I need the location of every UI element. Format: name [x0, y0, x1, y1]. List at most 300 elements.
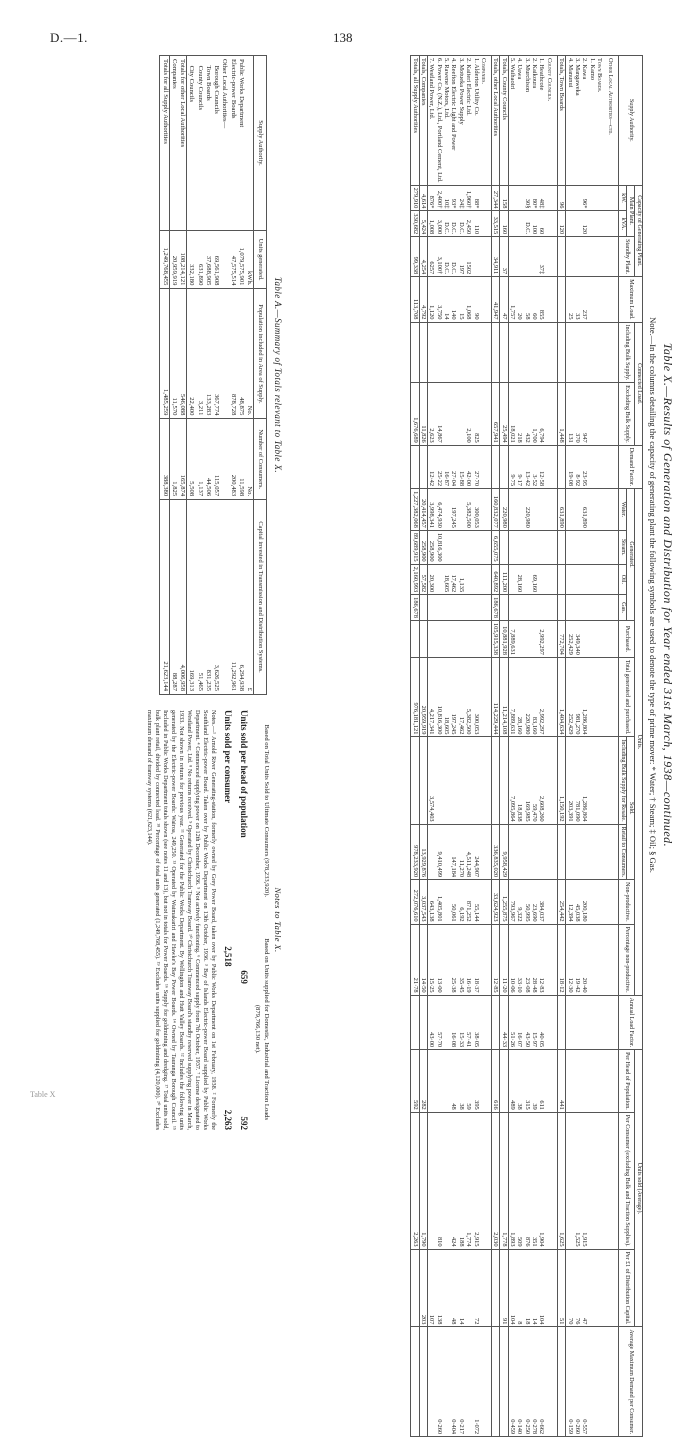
cell-retail	[581, 824, 588, 880]
cell-gas: 186,678	[411, 595, 419, 621]
cell-steam: 89,689,915	[411, 530, 419, 564]
cell-demand: 19·08	[566, 445, 574, 488]
cell-retail: 9,410,499	[435, 824, 442, 880]
cell-perpound: 76	[574, 1249, 581, 1327]
empty-cell	[480, 445, 492, 488]
col-loadfactor: Annual Load Factor.	[619, 995, 643, 1050]
cell-purchased	[588, 620, 595, 657]
cell-steam	[523, 530, 530, 564]
table-note: Note.—In the columns detailing the capacity of generating plant the following symbols are used to denote the type of prime mover: * Water; † Steam; ‡ Oil; § Gas.	[648, 317, 658, 873]
cell-steam	[508, 530, 516, 564]
cell-demand: 42·00	[465, 445, 472, 488]
empty-cell	[607, 595, 619, 621]
cell-gas: 186,678	[491, 595, 499, 621]
row-authority-name: 4. Reefton Electric Light and Power	[450, 56, 457, 186]
cell-incl	[538, 322, 545, 383]
empty-cell	[480, 1112, 492, 1249]
notes-text: Notes.—¹ Arnold River Generating-station, formerly owned by Grey Power Board, taken over by Public Works Department on 1st February, 1938. ² Formerly the Southland Electric-power Board. Taken over by Public Works Department on 13th October, 1936. ³ Bay of Islands Electric-power Board supplied by Public Works Department. ⁴ Commenced supplying power on 12th December, 1936. ⁵ Not actively functioning. ⁶ Commenced supply from 7th October, 1937. ⁷ License designated to Westland Power, Ltd. ⁸ No returns received. ⁹ Operated by Christchurch Tramway Board. ¹⁰ Christchurch Tramway Board's standby reserved supplying power in March, 1933. Not shown in returns for previous year. ¹¹ Generated for the Public Works Department. By Wellington and Hutt Valley Boards. ¹² Includes the following units generated by the Electric-power Boards: Wairoa, 249,250. ¹³ Operated by Waimakariri and Hawke's Bay Power Boards. ¹⁴ Owned by Tauranga Borough Council. ¹⁵ Included in Public Works Department totals shown (see notes 11 and 13), but not in totals for Power Boards. ¹⁶ Supply for goldmining and dredging. ¹⁷ Total units sold, bulk plant retail, divided by connected load. ¹⁸ Percentage of total units generated (1,249,768,455). ¹⁹ Excludes units supplied for goldmining (4,120,000). ²⁰ Excludes maximum demand of tramway systems (621,623,144).	[145, 710, 218, 1130]
cell-excl: 1,448	[557, 383, 565, 445]
row-authority-name: 4. Uawa	[516, 56, 523, 186]
cell-pct: 14·50	[419, 924, 427, 995]
summary-row	[204, 56, 212, 695]
summary-cell: 169,313	[187, 500, 196, 695]
row-authority-name: 2. Kawa	[581, 56, 588, 186]
empty-cell	[596, 620, 607, 657]
cell-purchased: 252,429	[566, 620, 574, 657]
cell-main-kva: 3,000	[435, 211, 442, 237]
cell-bulk: 1,150,192	[557, 737, 565, 824]
cell-retail: 244,907	[472, 824, 479, 880]
cell-demand: 27·70	[472, 445, 479, 488]
cell-perpound: 48	[450, 1249, 457, 1327]
cell-standby	[523, 237, 530, 277]
table-row	[450, 56, 457, 1437]
cell-main-kva	[574, 211, 581, 237]
cell-excl: 131	[566, 383, 574, 445]
cell-percons: 1,525	[574, 1112, 581, 1249]
cell-gas	[538, 595, 545, 621]
col-steam: Steam.	[619, 530, 627, 564]
cell-oil: 20,300	[428, 564, 436, 595]
cell-lf: 15·33	[458, 995, 465, 1050]
summary-cell: 546,088	[178, 289, 187, 419]
cell-perpound: 107	[428, 1249, 436, 1327]
empty-cell	[607, 880, 619, 925]
cell-maxload: 113,708	[411, 277, 419, 322]
cell-maxdem: 0·278	[531, 1327, 538, 1437]
cell-main-kw: 4,614	[419, 185, 427, 211]
cell-oil: 2,160,993	[411, 564, 419, 595]
empty-cell	[596, 657, 607, 737]
cell-oil	[523, 564, 530, 595]
cell-lf: 16·07	[516, 995, 523, 1050]
cell-maxload: 4,792	[419, 277, 427, 322]
summary-total-row	[160, 56, 169, 695]
table-row	[574, 56, 581, 1437]
empty-cell	[480, 995, 492, 1050]
cell-retail	[516, 824, 523, 880]
summary-cell: 200,483	[228, 419, 236, 500]
cell-bulk	[491, 737, 499, 824]
cell-water: 1,227,382,068	[411, 489, 419, 531]
cell-steam	[538, 530, 545, 564]
empty-cell	[545, 185, 557, 211]
row-authority-name: 3. Motueka Power Supply	[458, 56, 465, 186]
summary-cell: 1,249,768,455	[160, 231, 169, 289]
cell-gas	[566, 595, 574, 621]
cell-maxdem: 0·260	[574, 1327, 581, 1437]
summary-cell: 1,485,259	[160, 289, 169, 419]
cell-nonprod: 643,138	[428, 880, 436, 925]
cell-water	[508, 489, 516, 531]
cell-excl: 2,100	[465, 383, 472, 445]
empty-cell	[607, 737, 619, 824]
empty-cell	[545, 211, 557, 237]
cell-maxdem	[491, 1327, 499, 1437]
cell-total	[588, 657, 595, 737]
summary-unit: kWh.	[245, 231, 254, 289]
cell-pct: 25·38	[450, 924, 457, 995]
empty-cell	[545, 322, 557, 383]
units-per-head-a: 659	[238, 970, 249, 984]
cell-steam	[581, 530, 588, 564]
summary-unit: £	[245, 500, 254, 695]
cell-main-kw: 876*	[428, 185, 436, 211]
empty-cell	[607, 322, 619, 383]
empty-cell	[607, 445, 619, 488]
cell-percons: 876	[523, 1112, 530, 1249]
summary-cell: 631,890	[195, 231, 203, 289]
cell-excl	[458, 383, 465, 445]
cell-lf: 40·05	[538, 995, 545, 1050]
col-connected: Connected Load.	[635, 322, 643, 445]
cell-main-kw: 27,344	[491, 185, 499, 211]
cell-nonprod: 793,967	[508, 880, 516, 925]
cell-water: 20,414,457	[419, 489, 427, 531]
cell-steam: 6,655,075	[491, 530, 499, 564]
table-row	[458, 56, 465, 1437]
col-authority: Supply Authority.	[619, 56, 643, 186]
cell-water	[516, 489, 523, 531]
cell-purchased	[516, 620, 523, 657]
cell-standby	[472, 237, 479, 277]
cell-standby: 37	[500, 237, 508, 277]
col-maxload: Maximum Load.	[619, 277, 643, 322]
empty-cell	[480, 657, 492, 737]
cell-percons: 188	[458, 1112, 465, 1249]
cell-perhead: 489	[508, 1050, 516, 1113]
empty-cell	[545, 1327, 557, 1437]
empty-cell	[480, 489, 492, 531]
col-excl: Excluding Bulk Supply.	[619, 383, 635, 445]
cell-total: 11,214,108	[500, 657, 508, 737]
cell-bulk: 18,838	[516, 737, 523, 824]
empty-cell	[596, 1112, 607, 1249]
cell-standby: D.C.	[450, 237, 457, 277]
cell-pct: 20·40	[581, 924, 588, 995]
cell-pct: 18·37	[472, 924, 479, 995]
summary-cell: 11,598	[237, 419, 245, 500]
summary-cell: 48,875	[237, 289, 245, 419]
cell-lf	[419, 995, 427, 1050]
table-row	[465, 56, 472, 1437]
cell-main-kva	[566, 211, 574, 237]
units-per-head-line	[237, 710, 249, 1130]
cell-excl: 947	[581, 383, 588, 445]
empty-cell	[596, 995, 607, 1050]
cell-total: 5,382,500	[465, 657, 472, 737]
cell-perhead: 38	[516, 1050, 523, 1113]
cell-oil: 57,582	[419, 564, 427, 595]
cell-total: 981,270	[574, 657, 581, 737]
empty-cell	[545, 1112, 557, 1249]
cell-oil	[557, 564, 565, 595]
cell-lf: 57·41	[465, 995, 472, 1050]
cell-incl	[428, 322, 436, 383]
cell-main-kw: 1,960†	[465, 185, 472, 211]
cell-bulk	[435, 737, 442, 824]
cell-excl	[443, 383, 450, 445]
cell-main-kva: 33,515	[491, 211, 499, 237]
cell-oil: 17,462	[450, 564, 457, 595]
cell-incl	[523, 322, 530, 383]
cell-main-kw: 279,910	[411, 185, 419, 211]
cell-perhead	[588, 1050, 595, 1113]
empty-cell	[545, 737, 557, 824]
cell-percons: 2,915	[472, 1112, 479, 1249]
cell-purchased: 7,889,631	[508, 620, 516, 657]
cell-main-kva: 330,682	[411, 211, 419, 237]
summary-authority-name: Public Works Department	[237, 56, 245, 231]
empty-cell	[607, 1249, 619, 1327]
cell-incl	[566, 322, 574, 383]
cell-maxload: 15	[458, 277, 465, 322]
summary-cell: 1,137	[195, 419, 203, 500]
empty-cell	[596, 1050, 607, 1113]
cell-main-kw: 96*	[581, 185, 588, 211]
cell-oil	[566, 564, 574, 595]
cell-main-kw: 30§	[523, 185, 530, 211]
cell-perhead: 441	[557, 1050, 565, 1113]
summary-cell: 37,688,905	[204, 231, 212, 289]
cell-incl	[516, 322, 523, 383]
cell-standby: 1502	[465, 237, 472, 277]
cell-main-kw: 10‡	[443, 185, 450, 211]
cell-maxload: 14	[443, 277, 450, 322]
notes-title: Notes to Table X.	[273, 887, 283, 953]
cell-perpound: 104	[538, 1249, 545, 1327]
cell-demand	[557, 445, 565, 488]
summary-authority-name: City Councils	[187, 56, 196, 231]
summary-row	[195, 56, 203, 695]
cell-bulk: 1,286,804	[581, 737, 588, 824]
table-title: Table X.—Results of Generation and Distribution for Year ended 31st March, 1938—continued.	[661, 342, 675, 848]
cell-incl	[574, 322, 581, 383]
empty-cell	[545, 657, 557, 737]
cell-main-kva: 1,008	[428, 211, 436, 237]
page-number: 138	[333, 30, 353, 45]
cell-demand: 9·75	[508, 445, 516, 488]
summary-cell: 11,292,961	[228, 500, 236, 695]
summary-col-population: Population included in Area of Supply.	[254, 289, 267, 419]
cell-demand: 3·52	[531, 445, 538, 488]
cell-water	[538, 489, 545, 531]
col-main-kva: kVA.	[619, 211, 627, 237]
cell-water: 300,053	[472, 489, 479, 531]
cell-main-kva: 120	[557, 211, 565, 237]
empty-cell	[596, 489, 607, 531]
cell-perhead	[428, 1050, 436, 1113]
cell-maxdem: 0·404	[450, 1327, 457, 1437]
summary-cell: 22,400	[187, 289, 196, 419]
table-section-row	[480, 56, 492, 1437]
empty-cell	[480, 1249, 492, 1327]
col-percons: Per Consumer (excluding Bulk and Traction Supplies).	[619, 1112, 635, 1249]
cell-maxdem: 0·662	[538, 1327, 545, 1437]
cell-perpound: 91	[500, 1249, 508, 1327]
cell-retail: 978,233,920	[411, 824, 419, 880]
col-perpound: Per £1 of Distribution Capital.	[619, 1249, 635, 1327]
cell-maxload: 855	[538, 277, 545, 322]
empty-cell	[607, 824, 619, 880]
cell-main-kva: 160	[500, 211, 508, 237]
cell-main-kva: 2,450	[465, 211, 472, 237]
cell-incl	[588, 322, 595, 383]
summary-cell: 6,294,938	[237, 500, 245, 695]
cell-gas	[508, 595, 516, 621]
cell-perpound	[411, 1249, 419, 1327]
cell-steam	[557, 530, 565, 564]
cell-oil	[465, 564, 472, 595]
cell-perpound: 104	[508, 1249, 516, 1327]
row-authority-name: 7. Westland Power, Ltd.	[428, 56, 436, 186]
row-authority-name: Totals, Town Boards	[557, 56, 565, 186]
row-authority-name: 1. Kamo	[588, 56, 595, 186]
cell-total: 1,286,804	[581, 657, 588, 737]
cell-pct: 18·12	[557, 924, 565, 995]
summary-table	[159, 55, 267, 695]
row-authority-name: Totals, County Councils	[500, 56, 508, 186]
cell-pct: 11·20	[500, 924, 508, 995]
units-per-head-b: 592	[238, 1116, 249, 1130]
col-gas: Gas.	[619, 595, 627, 621]
summary-cell: 133,283	[204, 289, 212, 419]
empty-cell	[596, 237, 607, 277]
cell-percons: 1,904	[538, 1112, 545, 1249]
cell-standby	[574, 237, 581, 277]
row-authority-name: 5. Waihaoiri	[508, 56, 516, 186]
cell-demand	[500, 445, 508, 488]
summary-cell: 1,079,575,901	[237, 231, 245, 289]
summary-row	[187, 56, 196, 695]
row-authority-name: 3. Murchison	[523, 56, 530, 186]
cell-gas	[581, 595, 588, 621]
cell-perpound	[443, 1249, 450, 1327]
cell-percons	[566, 1112, 574, 1249]
row-authority-name: 1. Alderton Utility Co.	[472, 56, 479, 186]
summary-authority-name: Town Boards	[204, 56, 212, 231]
cell-lf	[443, 995, 450, 1050]
summary-cell: 21,623,144	[160, 500, 169, 695]
empty-cell	[596, 1327, 607, 1437]
col-oil: Oil.	[619, 564, 627, 595]
cell-water: 3,998,341	[428, 489, 436, 531]
cell-standby	[566, 237, 574, 277]
cell-steam	[516, 530, 523, 564]
cell-retail	[428, 824, 436, 880]
cell-maxdem: 0·217	[458, 1327, 465, 1437]
cell-retail: 11,270	[458, 824, 465, 880]
cell-purchased: 10,881,928	[500, 620, 508, 657]
cell-main-kva: 110	[472, 211, 479, 237]
cell-retail	[531, 824, 538, 880]
cell-percons: 2,263	[411, 1112, 419, 1249]
empty-cell	[596, 1249, 607, 1327]
empty-cell	[596, 530, 607, 564]
cell-retail: 9,958,429	[500, 824, 508, 880]
cell-perhead: 616	[491, 1050, 499, 1113]
col-pct: Percentage non-productive.	[619, 924, 635, 995]
cell-oil	[538, 564, 545, 595]
col-nonprod: Non-productive.	[619, 880, 635, 925]
cell-maxdem: 0·557	[581, 1327, 588, 1437]
cell-retail: 336,835,020	[491, 824, 499, 880]
table-section-row	[607, 56, 619, 1437]
cell-bulk: 59,470	[531, 737, 538, 824]
units-per-head-label: Units sold per head of population	[238, 710, 249, 838]
cell-retail	[566, 824, 574, 880]
empty-cell	[545, 824, 557, 880]
summary-total-row	[178, 56, 187, 695]
cell-maxload	[588, 277, 595, 322]
empty-cell	[480, 880, 492, 925]
cell-percons	[588, 1112, 595, 1249]
cell-lf	[566, 995, 574, 1050]
cell-gas	[472, 595, 479, 621]
cell-demand: 27·04	[450, 445, 457, 488]
col-sold: Sold.	[627, 737, 635, 880]
col-generated: Generated.	[627, 489, 635, 621]
summary-cell: 3,626,525	[212, 500, 220, 695]
cell-lf	[411, 995, 419, 1050]
empty-cell	[607, 489, 619, 531]
row-authority-name: 3. Mangaweka	[574, 56, 581, 186]
cell-total: 4,217,341	[428, 657, 436, 737]
cell-steam	[472, 530, 479, 564]
units-per-consumer-b: 2,263	[223, 1109, 234, 1130]
empty-cell	[596, 737, 607, 824]
cell-lf: 43·50	[523, 995, 530, 1050]
cell-purchased	[523, 620, 530, 657]
cell-excl	[450, 383, 457, 445]
empty-cell	[480, 1327, 492, 1437]
empty-cell	[480, 185, 492, 211]
table-row	[588, 56, 595, 1437]
cell-purchased	[450, 620, 457, 657]
cell-pct: 23·08	[523, 924, 530, 995]
cell-perhead: 315	[523, 1050, 530, 1113]
cell-excl: 1,700	[531, 383, 538, 445]
empty-cell	[596, 322, 607, 383]
cell-main-kva: 60	[538, 211, 545, 237]
cell-total: 252,429	[566, 657, 574, 737]
cell-demand: 23·95	[581, 445, 588, 488]
table-row	[435, 56, 442, 1437]
summary-cell: 332,180	[187, 231, 196, 289]
cell-maxdem: 0·250	[523, 1327, 530, 1437]
cell-incl	[419, 322, 427, 383]
cell-maxload: 20	[516, 277, 523, 322]
cell-maxdem	[428, 1327, 436, 1437]
table-row	[581, 56, 588, 1437]
cell-nonprod: 3,037,543	[419, 880, 427, 925]
cell-oil: 1,135	[458, 564, 465, 595]
cell-excl: 657,941	[491, 383, 499, 445]
summary-row	[169, 56, 178, 695]
cell-excl: 370	[574, 383, 581, 445]
summary-cell: 88,287	[169, 500, 178, 695]
cell-total: 10,816,300	[435, 657, 442, 737]
cell-purchased: 349,340	[574, 620, 581, 657]
cell-pct	[588, 924, 595, 995]
cell-main-kva: D.C.	[458, 211, 465, 237]
summary-cell: 165,874	[178, 419, 187, 500]
table-total-row	[500, 56, 508, 1437]
cell-standby: 37‡	[538, 237, 545, 277]
cell-excl: 1,676,689	[411, 383, 419, 445]
cell-excl: 825	[472, 383, 479, 445]
cell-maxdem	[465, 1327, 472, 1437]
